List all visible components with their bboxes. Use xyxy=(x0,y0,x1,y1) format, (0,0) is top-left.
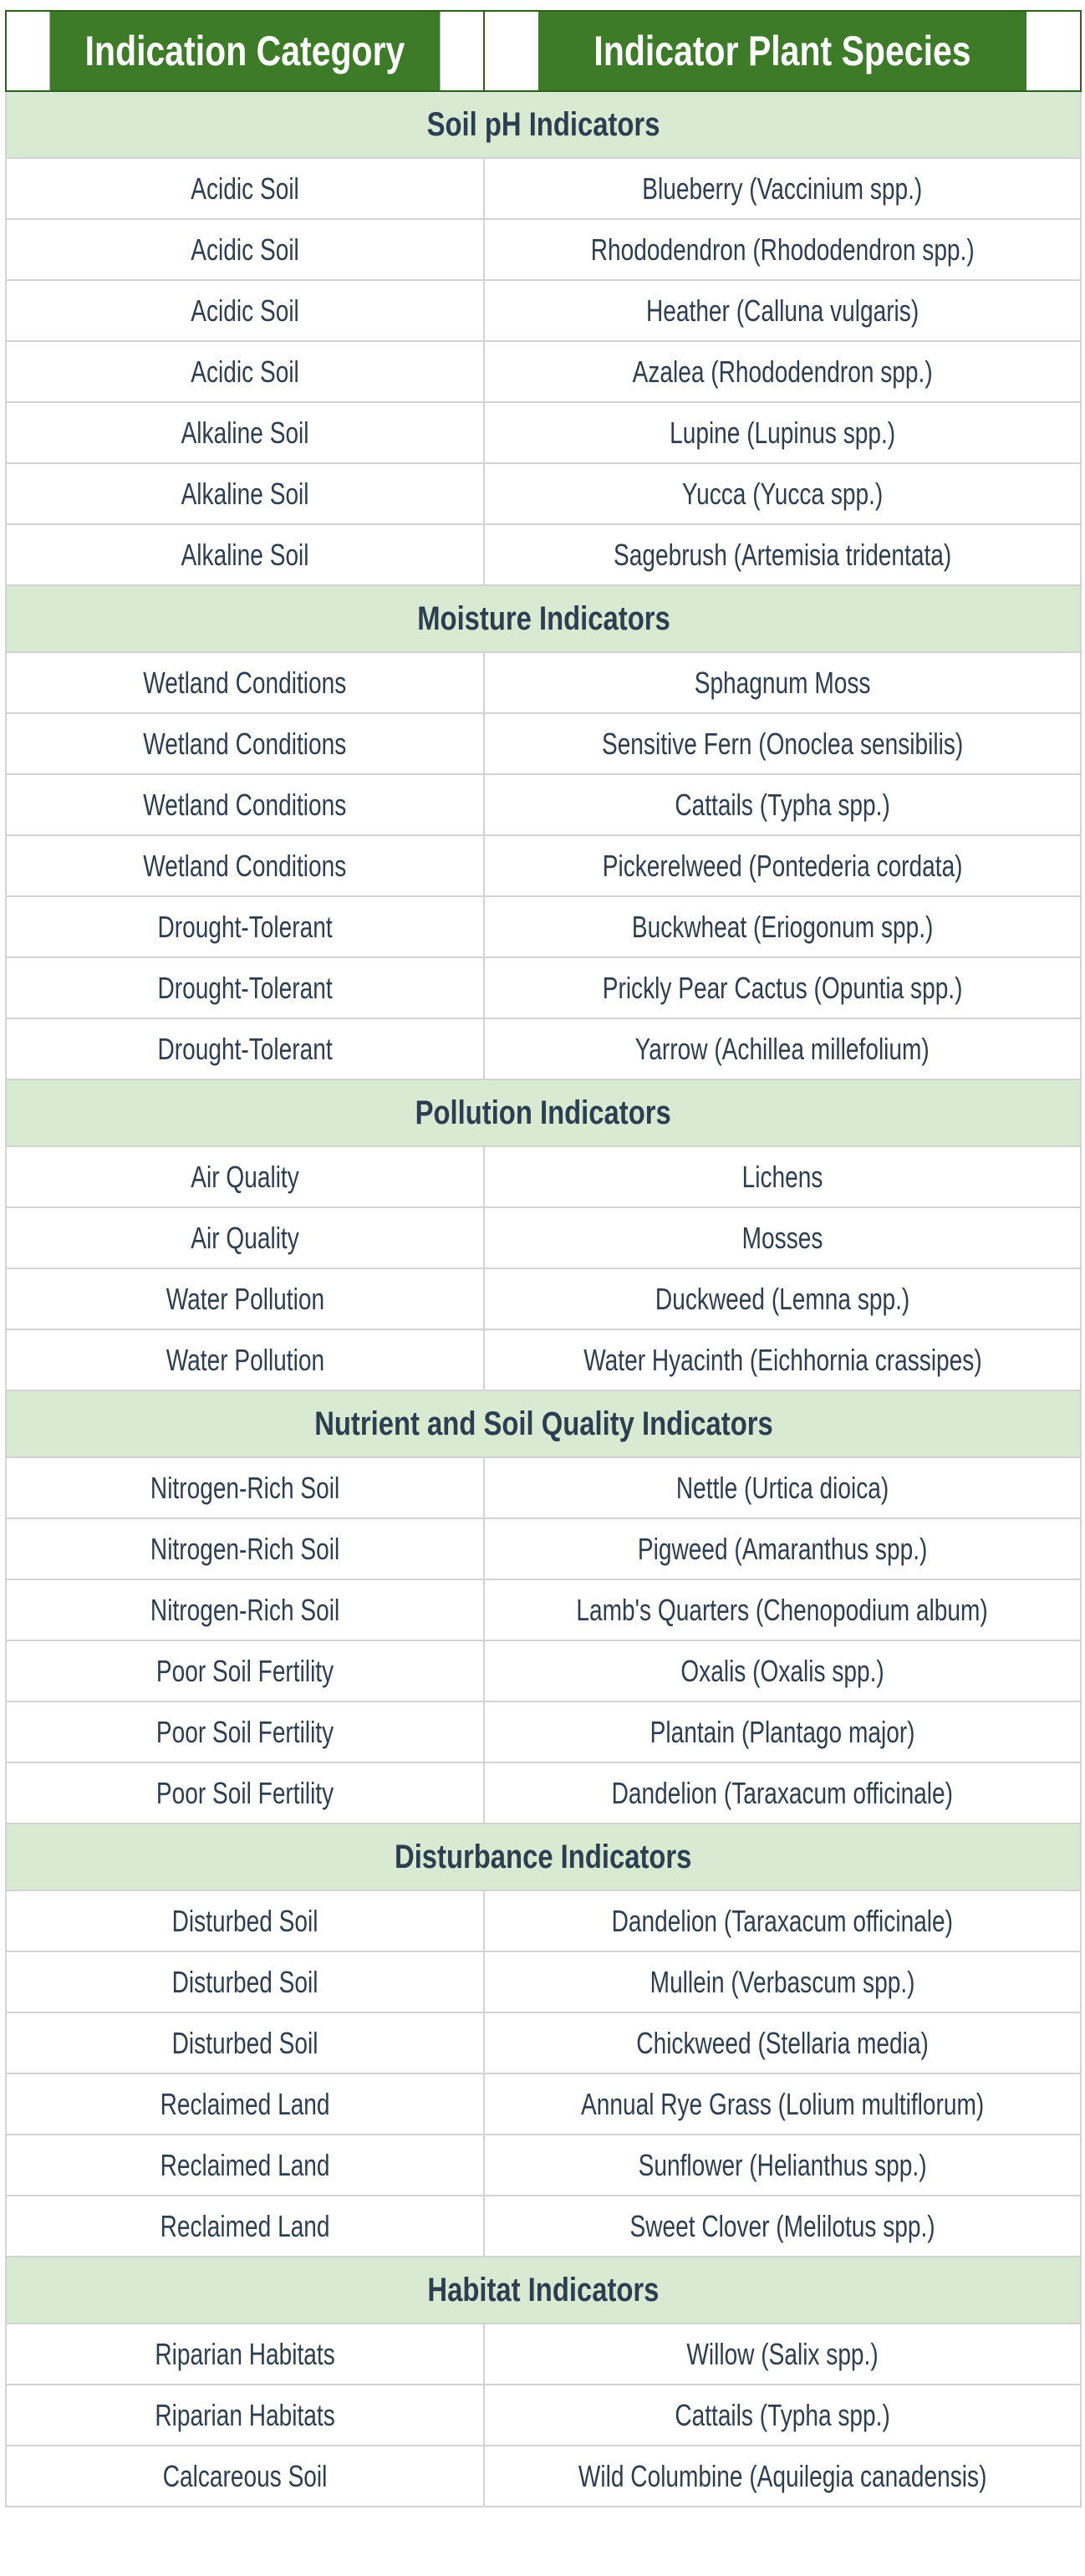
indication-category-cell: Acidic Soil xyxy=(6,158,484,219)
plant-species-cell: Lamb's Quarters (Chenopodium album) xyxy=(484,1579,1081,1640)
table-row xyxy=(6,957,1081,1018)
indication-category-cell: Drought-Tolerant xyxy=(6,896,484,957)
section-header-row xyxy=(6,91,1081,158)
table-row xyxy=(6,1579,1081,1640)
plant-species-cell: Heather (Calluna vulgaris) xyxy=(484,280,1081,341)
indication-category-cell: Alkaline Soil xyxy=(6,463,484,524)
table-row xyxy=(6,1457,1081,1518)
table-row xyxy=(6,2196,1081,2257)
indication-category-cell: Wetland Conditions xyxy=(6,713,484,774)
table-body xyxy=(6,91,1081,2507)
indication-category-cell: Wetland Conditions xyxy=(6,652,484,713)
plant-species-cell: Pigweed (Amaranthus spp.) xyxy=(484,1518,1081,1579)
indication-category-cell: Disturbed Soil xyxy=(6,2012,484,2074)
section-title: Disturbance Indicators xyxy=(6,1824,1081,1890)
indication-category-cell: Nitrogen-Rich Soil xyxy=(6,1518,484,1579)
table-row xyxy=(6,280,1081,341)
table-row xyxy=(6,158,1081,219)
plant-species-cell: Sunflower (Helianthus spp.) xyxy=(484,2135,1081,2196)
plant-species-cell: Chickweed (Stellaria media) xyxy=(484,2012,1081,2074)
table-row xyxy=(6,2135,1081,2196)
table-row xyxy=(6,1640,1081,1701)
indication-category-cell: Poor Soil Fertility xyxy=(6,1762,484,1824)
indication-category-cell: Reclaimed Land xyxy=(6,2196,484,2257)
plant-species-cell: Lupine (Lupinus spp.) xyxy=(484,402,1081,463)
indication-category-cell: Poor Soil Fertility xyxy=(6,1640,484,1701)
column-header-indication-category: Indication Category xyxy=(48,11,441,91)
plant-species-cell: Plantain (Plantago major) xyxy=(484,1701,1081,1762)
indication-category-cell: Water Pollution xyxy=(6,1268,484,1329)
indication-category-cell: Disturbed Soil xyxy=(6,1951,484,2012)
section-header-row xyxy=(6,1079,1081,1146)
table-row xyxy=(6,341,1081,402)
plant-species-cell: Blueberry (Vaccinium spp.) xyxy=(484,158,1081,219)
table-row xyxy=(6,1329,1081,1390)
section-title: Moisture Indicators xyxy=(6,585,1081,652)
indication-category-cell: Nitrogen-Rich Soil xyxy=(6,1579,484,1640)
plant-species-cell: Sweet Clover (Melilotus spp.) xyxy=(484,2196,1081,2257)
indication-category-cell: Water Pollution xyxy=(6,1329,484,1390)
table-row xyxy=(6,2074,1081,2135)
plant-species-cell: Mosses xyxy=(484,1207,1081,1268)
plant-species-cell: Oxalis (Oxalis spp.) xyxy=(484,1640,1081,1701)
indication-category-cell: Acidic Soil xyxy=(6,219,484,280)
table-row xyxy=(6,1268,1081,1329)
plant-species-cell: Dandelion (Taraxacum officinale) xyxy=(484,1890,1081,1951)
indication-category-cell: Calcareous Soil xyxy=(6,2446,484,2507)
table-row xyxy=(6,1762,1081,1824)
table-row xyxy=(6,2324,1081,2385)
section-header-row xyxy=(6,585,1081,652)
column-header-indicator-plant-species: Indicator Plant Species xyxy=(537,11,1026,91)
table-header-row xyxy=(6,11,1081,91)
plant-species-cell: Nettle (Urtica dioica) xyxy=(484,1457,1081,1518)
plant-species-cell: Willow (Salix spp.) xyxy=(484,2324,1081,2385)
section-header-row xyxy=(6,2257,1081,2324)
indication-category-cell: Drought-Tolerant xyxy=(6,1018,484,1079)
plant-species-cell: Wild Columbine (Aquilegia canadensis) xyxy=(484,2446,1081,2507)
table-row xyxy=(6,774,1081,835)
section-title: Soil pH Indicators xyxy=(6,91,1081,158)
table-row xyxy=(6,2385,1081,2446)
indication-category-cell: Disturbed Soil xyxy=(6,1890,484,1951)
indication-category-cell: Air Quality xyxy=(6,1207,484,1268)
table-row xyxy=(6,463,1081,524)
indication-category-cell: Acidic Soil xyxy=(6,341,484,402)
plant-species-cell: Sagebrush (Artemisia tridentata) xyxy=(484,524,1081,585)
plant-species-cell: Yarrow (Achillea millefolium) xyxy=(484,1018,1081,1079)
plant-species-cell: Cattails (Typha spp.) xyxy=(484,774,1081,835)
indication-category-cell: Poor Soil Fertility xyxy=(6,1701,484,1762)
section-header-row xyxy=(6,1390,1081,1457)
table-row xyxy=(6,835,1081,896)
plant-species-cell: Duckweed (Lemna spp.) xyxy=(484,1268,1081,1329)
table-row xyxy=(6,1701,1081,1762)
section-title: Habitat Indicators xyxy=(6,2257,1081,2324)
plant-species-cell: Sphagnum Moss xyxy=(484,652,1081,713)
indication-category-cell: Alkaline Soil xyxy=(6,402,484,463)
indication-category-cell: Reclaimed Land xyxy=(6,2135,484,2196)
table-row xyxy=(6,1146,1081,1207)
table-row xyxy=(6,1207,1081,1268)
table-row xyxy=(6,1890,1081,1951)
indication-category-cell: Air Quality xyxy=(6,1146,484,1207)
section-header-row xyxy=(6,1824,1081,1890)
plant-species-cell: Annual Rye Grass (Lolium multiflorum) xyxy=(484,2074,1081,2135)
indication-category-cell: Reclaimed Land xyxy=(6,2074,484,2135)
indication-category-cell: Wetland Conditions xyxy=(6,835,484,896)
section-title: Nutrient and Soil Quality Indicators xyxy=(6,1390,1081,1457)
table-row xyxy=(6,896,1081,957)
indication-category-cell: Wetland Conditions xyxy=(6,774,484,835)
plant-species-cell: Water Hyacinth (Eichhornia crassipes) xyxy=(484,1329,1081,1390)
indicator-table-container xyxy=(5,10,1080,2507)
plant-species-cell: Cattails (Typha spp.) xyxy=(484,2385,1081,2446)
indication-category-cell: Riparian Habitats xyxy=(6,2385,484,2446)
indication-category-cell: Acidic Soil xyxy=(6,280,484,341)
table-row xyxy=(6,2446,1081,2507)
plant-species-cell: Rhododendron (Rhododendron spp.) xyxy=(484,219,1081,280)
table-row xyxy=(6,2012,1081,2074)
plant-species-cell: Mullein (Verbascum spp.) xyxy=(484,1951,1081,2012)
plant-species-cell: Dandelion (Taraxacum officinale) xyxy=(484,1762,1081,1824)
indication-category-cell: Riparian Habitats xyxy=(6,2324,484,2385)
plant-species-cell: Prickly Pear Cactus (Opuntia spp.) xyxy=(484,957,1081,1018)
indication-category-cell: Nitrogen-Rich Soil xyxy=(6,1457,484,1518)
table-row xyxy=(6,1518,1081,1579)
table-row xyxy=(6,524,1081,585)
indication-category-cell: Drought-Tolerant xyxy=(6,957,484,1018)
plant-species-cell: Pickerelweed (Pontederia cordata) xyxy=(484,835,1081,896)
plant-species-cell: Azalea (Rhododendron spp.) xyxy=(484,341,1081,402)
table-row xyxy=(6,713,1081,774)
table-row xyxy=(6,1018,1081,1079)
plant-species-cell: Buckwheat (Eriogonum spp.) xyxy=(484,896,1081,957)
indicator-plants-table xyxy=(5,10,1082,2507)
plant-species-cell: Yucca (Yucca spp.) xyxy=(484,463,1081,524)
table-row xyxy=(6,219,1081,280)
table-row xyxy=(6,402,1081,463)
plant-species-cell: Sensitive Fern (Onoclea sensibilis) xyxy=(484,713,1081,774)
indication-category-cell: Alkaline Soil xyxy=(6,524,484,585)
table-row xyxy=(6,652,1081,713)
plant-species-cell: Lichens xyxy=(484,1146,1081,1207)
section-title: Pollution Indicators xyxy=(6,1079,1081,1146)
table-row xyxy=(6,1951,1081,2012)
